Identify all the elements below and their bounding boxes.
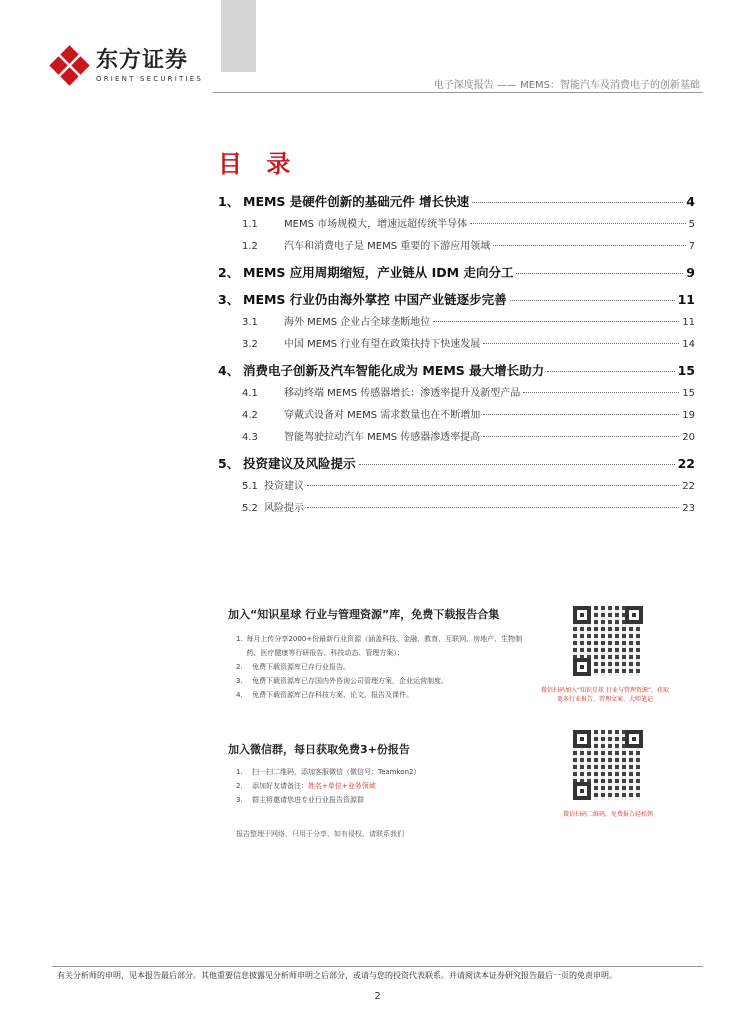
footer-divider: [52, 966, 703, 967]
qr-code-icon[interactable]: [573, 730, 643, 800]
toc-entry-1[interactable]: 1、 MEMS 是硬件创新的基础元件 增长快速 4: [218, 194, 695, 209]
ad2-item: 3. 群主将邀请您进专业行业报告资源群: [236, 796, 364, 804]
ad1-title: 加入“知识星球 行业与管理资源”库，免费下载报告合集: [228, 608, 500, 621]
toc-entry-5-1[interactable]: 5.1 投资建议 22: [242, 481, 695, 492]
logo-mark-icon: [52, 48, 88, 84]
toc-entry-4-3[interactable]: 4.3 智能驾驶拉动汽车 MEMS 传感器渗透率提高 20: [242, 432, 695, 443]
company-logo: [52, 48, 203, 84]
logo-en: ORIENT SECURITIES: [96, 75, 204, 83]
ad2-item: 2. 添加好友请备注： 姓名+单位+业务领域: [236, 782, 376, 790]
toc-entry-1-1[interactable]: 1.1 MEMS 市场规模大，增速远超传统半导体 5: [242, 219, 695, 230]
toc-entry-3-1[interactable]: 3.1 海外 MEMS 企业占全球垄断地位 11: [242, 317, 695, 328]
footer-disclaimer: 有关分析师的申明，见本报告最后部分。其他重要信息披露见分析师申明之后部分，或请与您的投资代表联系。并请阅读本证券研究报告最后一页的免责申明。: [57, 971, 617, 980]
toc-entry-1-2[interactable]: 1.2 汽车和消费电子是 MEMS 重要的下游应用领域 7: [242, 241, 695, 252]
toc-entry-4[interactable]: 4、 消费电子创新及汽车智能化成为 MEMS 最大增长助力 15: [218, 363, 695, 378]
ad1-item: 2. 免费下载资源库已存行业报告。: [236, 663, 350, 671]
table-of-contents: [218, 192, 695, 521]
toc-entry-2[interactable]: 2、 MEMS 应用周期缩短，产业链从 IDM 走向分工 9: [218, 265, 695, 280]
toc-title: 目 录: [218, 150, 299, 178]
header-divider: [213, 92, 703, 93]
page-number: 2: [374, 991, 381, 1002]
ad1-item: 3. 免费下载资源库已存国内外咨询公司管理方案，企业运营制度。: [236, 677, 448, 685]
logo-cn: 东方证券: [96, 48, 189, 73]
header-gray-band: [221, 0, 256, 72]
qr-code-icon[interactable]: [573, 606, 643, 676]
report-title: 电子深度报告 —— MEMS：智能汽车及消费电子的创新基础: [433, 80, 700, 91]
toc-entry-4-2[interactable]: 4.2 穿戴式设备对 MEMS 需求数量也在不断增加 19: [242, 410, 695, 421]
ad1-item: 4. 免费下载资源库已存科技方案、论文、报告及课件。: [236, 691, 413, 699]
toc-entry-3[interactable]: 3、 MEMS 行业仍由海外掌控 中国产业链逐步完善 11: [218, 292, 695, 307]
ad2-item: 1. 扫一扫二维码，添加客服微信（微信号：Teamkon2）: [236, 768, 421, 776]
toc-entry-5[interactable]: 5、 投资建议及风险提示 22: [218, 456, 695, 471]
ad1-qr-caption: 微信扫码加入“知识星球 行业与管理资源”，获取更多行业报告、管理文案、大师笔记: [540, 687, 670, 703]
ad2-title: 加入微信群，每日获取免费3+份报告: [228, 743, 410, 756]
ad2-qr-caption: 微信扫码二维码，免费报告轻松领: [562, 811, 653, 818]
ad-note: 报告整理于网络，只用于分享，如有侵权，请联系我们: [236, 830, 404, 838]
toc-entry-3-2[interactable]: 3.2 中国 MEMS 行业有望在政策扶持下快速发展 14: [242, 339, 695, 350]
toc-entry-5-2[interactable]: 5.2 风险提示 23: [242, 503, 695, 514]
ad1-item: 1. 每月上传分享2000+份最新行业资源（涵盖科技、金融、教育、互联网、房地产、生物制药、医疗健康等行研报告、科技动态、管理方案）；: [236, 635, 523, 657]
toc-entry-4-1[interactable]: 4.1 移动终端 MEMS 传感器增长：渗透率提升及新型产品 15: [242, 388, 695, 399]
